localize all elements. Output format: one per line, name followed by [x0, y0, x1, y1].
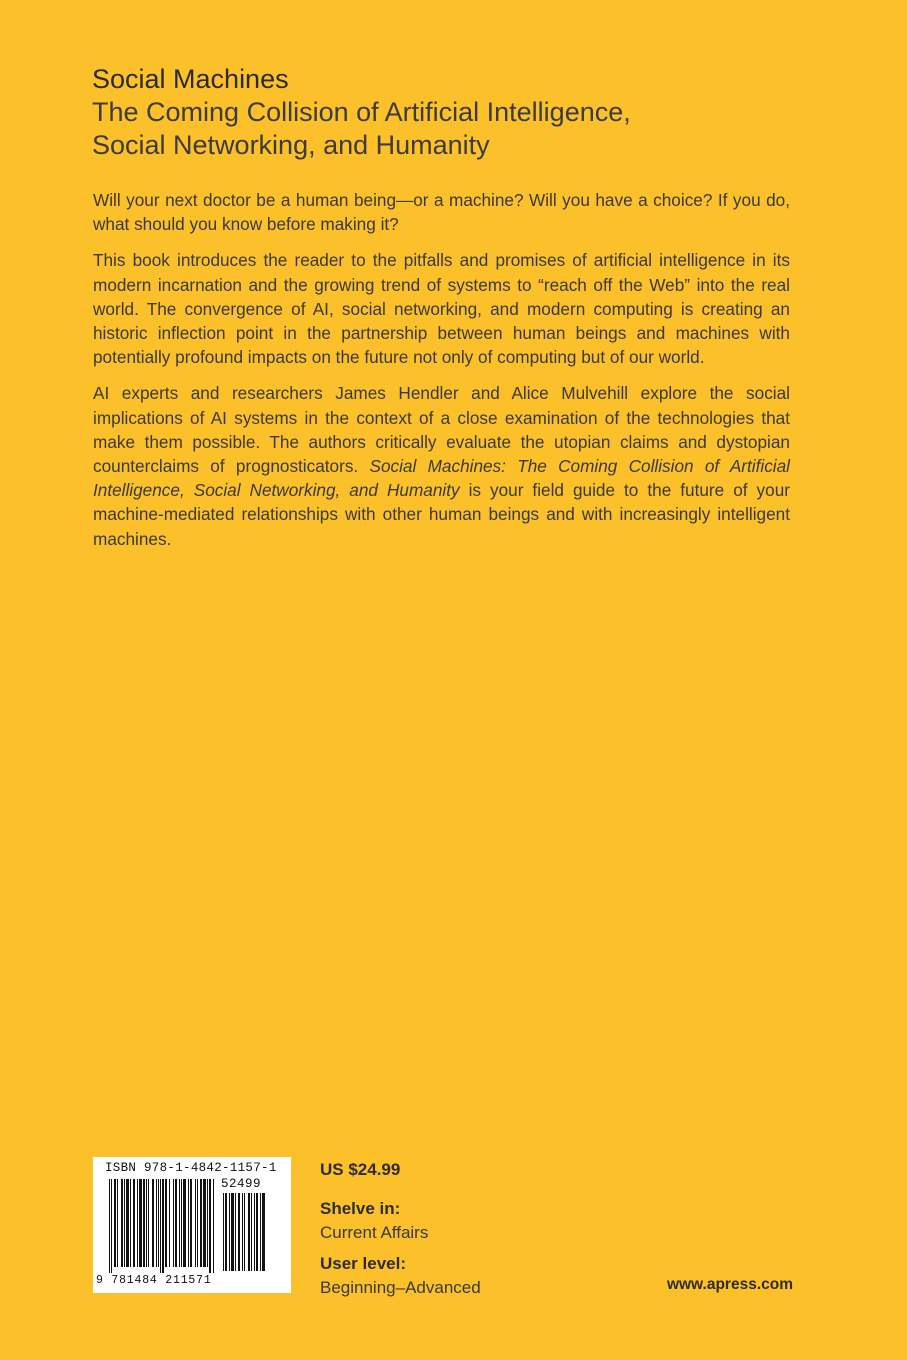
- user-level-label: User level:: [320, 1254, 406, 1273]
- publisher-website: www.apress.com: [666, 1276, 793, 1293]
- blurb-paragraph-2: This book introduces the reader to the pitfalls and promises of artificial intelligence in its modern incarnation and the growing trend of systems to “reach off the Web” into the real world. The convergence of AI, social networking, and modern computing is creating an historic inflection point in the partnership between human beings and machines with potentially profound impacts on the future not only of computing but of our world.: [93, 250, 790, 368]
- barcode-addon-bars-icon: [223, 1193, 279, 1273]
- book-subtitle-line-1: The Coming Collision of Artificial Intelligence,: [92, 97, 631, 127]
- price: US $24.99: [320, 1160, 401, 1179]
- blurb: [93, 188, 790, 563]
- barcode: [93, 1157, 291, 1293]
- blurb-paragraph-3: [93, 381, 790, 550]
- barcode-addon-number: 52499: [221, 1177, 262, 1191]
- info-block: [320, 1157, 560, 1307]
- blurb-paragraph-3-intro: AI experts and researchers James Hendler and Alice Mulvehill explore the social implications of AI systems in the context of a close examination of the technologies that make them possible. The authors critically evaluate the utopian claims and dystopian counterclaims of prognosticators.: [93, 383, 790, 477]
- book-title-italic: Social Machines: The Coming Collision of Artificial Intelligence, Social Networking, and Humanity: [93, 456, 790, 501]
- ean-number: 9 781484 211571: [96, 1274, 212, 1287]
- book-subtitle-line-2: Social Networking, and Humanity: [92, 130, 490, 160]
- user-level-value: Beginning–Advanced: [320, 1278, 481, 1297]
- blurb-paragraph-3-end: is your field guide to the future of your machine-mediated relationships with other human beings and with increasingly intelligent machines.: [93, 480, 790, 549]
- title-block: [92, 62, 812, 162]
- blurb-paragraph-1: Will your next doctor be a human being—or a machine? Will you have a choice? If you do, what should you know before making it?: [93, 190, 790, 235]
- isbn-label: ISBN 978-1-4842-1157-1: [105, 1161, 277, 1175]
- book-title: Social Machines: [92, 64, 289, 94]
- barcode-bars-icon: [109, 1179, 217, 1275]
- shelve-in-value: Current Affairs: [320, 1223, 429, 1242]
- shelve-in-label: Shelve in:: [320, 1199, 401, 1218]
